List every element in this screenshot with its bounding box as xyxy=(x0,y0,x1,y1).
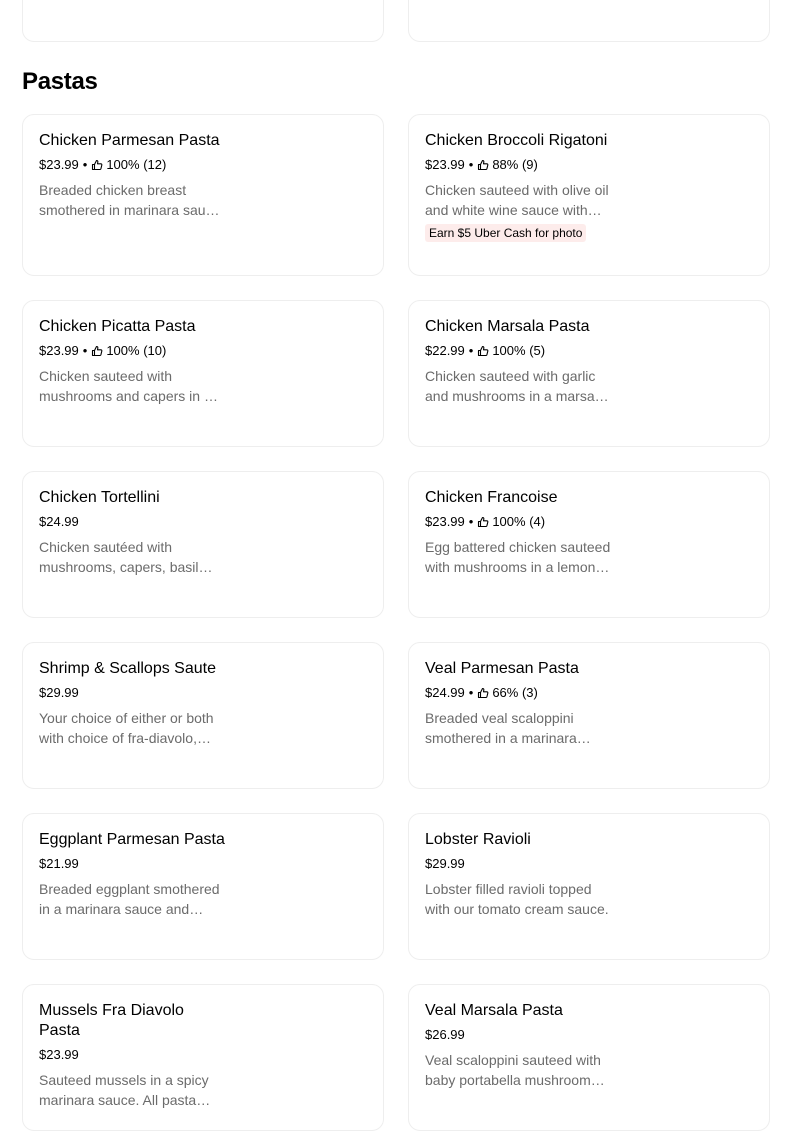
separator-dot: • xyxy=(468,685,474,700)
menu-item-info xyxy=(425,1001,615,1090)
menu-item-card[interactable] xyxy=(22,813,384,960)
item-description: Egg battered chicken sauteed with mushrooms in a lemon xyxy=(425,539,611,575)
item-meta xyxy=(425,1026,615,1044)
previous-item-card-left[interactable] xyxy=(22,0,384,42)
menu-item-info xyxy=(425,488,615,577)
item-name: Shrimp & Scallops Saute xyxy=(39,660,216,677)
thumbs-up-icon xyxy=(477,687,489,699)
item-rating: 100% (12) xyxy=(106,157,167,172)
thumbs-up-icon xyxy=(91,345,103,357)
item-price: $26.99 xyxy=(425,1027,465,1042)
item-description: Chicken sautéed with mushrooms, capers, basil xyxy=(39,539,199,575)
menu-item-info xyxy=(425,317,615,406)
item-price: $21.99 xyxy=(39,856,79,871)
item-description: Your choice of either or both with choice of fra-diavolo, xyxy=(39,710,214,746)
menu-item-card[interactable] xyxy=(22,471,384,618)
item-price: $22.99 xyxy=(425,343,465,358)
item-price: $23.99 xyxy=(39,1047,79,1062)
item-price: $29.99 xyxy=(425,856,465,871)
menu-item-card[interactable] xyxy=(408,300,770,447)
item-name: Chicken Parmesan Pasta xyxy=(39,132,220,149)
item-price: $23.99 xyxy=(39,343,79,358)
item-meta xyxy=(425,684,615,702)
thumbs-up-icon xyxy=(477,516,489,528)
menu-item-card[interactable] xyxy=(22,114,384,276)
previous-item-card-right[interactable] xyxy=(408,0,770,42)
menu-item-card[interactable] xyxy=(408,984,770,1131)
item-description: Chicken sauteed with garlic and mushrooms in a marsala xyxy=(425,368,606,404)
item-description: Breaded eggplant smothered in a marinara sauce and xyxy=(39,881,220,917)
item-rating: 100% (10) xyxy=(106,343,167,358)
menu-item-info xyxy=(39,488,229,577)
menu-item-info xyxy=(39,131,229,220)
item-price: $23.99 xyxy=(425,157,465,172)
section-title: Pastas xyxy=(22,68,98,95)
item-name: Eggplant Parmesan Pasta xyxy=(39,831,225,848)
item-price: $24.99 xyxy=(39,514,79,529)
menu-item-card[interactable] xyxy=(22,300,384,447)
menu-item-card[interactable] xyxy=(22,642,384,789)
menu-item-info xyxy=(425,131,615,242)
item-description: Breaded veal scaloppini smothered in a marinara xyxy=(425,710,577,746)
menu-item-card[interactable] xyxy=(408,642,770,789)
item-meta xyxy=(39,855,229,873)
separator-dot: • xyxy=(468,343,474,358)
item-meta xyxy=(425,342,615,360)
item-name: Chicken Francoise xyxy=(425,489,558,506)
item-description: Chicken sauteed with mushrooms and capers in a xyxy=(39,368,212,404)
menu-item-card[interactable] xyxy=(408,471,770,618)
separator-dot: • xyxy=(82,343,88,358)
menu-item-info xyxy=(39,317,229,406)
item-name: Chicken Marsala Pasta xyxy=(425,318,590,335)
item-rating: 66% (3) xyxy=(492,685,538,700)
menu-item-info xyxy=(39,830,229,919)
item-meta xyxy=(39,342,229,360)
item-meta xyxy=(425,855,615,873)
item-description: Veal scaloppini sauteed with baby portabella mushrooms xyxy=(425,1052,601,1088)
thumbs-up-icon xyxy=(477,159,489,171)
menu-item-info xyxy=(39,1001,229,1110)
menu-item-card[interactable] xyxy=(408,813,770,960)
thumbs-up-icon xyxy=(91,159,103,171)
promo-badge: Earn $5 Uber Cash for photo xyxy=(425,224,586,242)
item-name: Veal Marsala Pasta xyxy=(425,1002,563,1019)
item-description: Lobster filled ravioli topped with our tomato cream sauce. xyxy=(425,881,609,917)
menu-item-card[interactable] xyxy=(408,114,770,276)
thumbs-up-icon xyxy=(477,345,489,357)
item-price: $29.99 xyxy=(39,685,79,700)
item-price: $23.99 xyxy=(425,514,465,529)
item-name: Chicken Broccoli Rigatoni xyxy=(425,132,608,149)
item-description: Chicken sauteed with olive oil and white wine sauce with xyxy=(425,182,609,218)
item-meta xyxy=(39,513,229,531)
item-meta xyxy=(425,513,615,531)
item-name: Chicken Picatta Pasta xyxy=(39,318,196,335)
item-name: Veal Parmesan Pasta xyxy=(425,660,579,677)
menu-item-info xyxy=(425,659,615,748)
item-meta xyxy=(39,684,229,702)
item-description: Breaded chicken breast smothered in marinara sauce xyxy=(39,182,221,218)
item-price: $23.99 xyxy=(39,157,79,172)
separator-dot: • xyxy=(468,514,474,529)
separator-dot: • xyxy=(82,157,88,172)
item-rating: 100% (4) xyxy=(492,514,546,529)
item-price: $24.99 xyxy=(425,685,465,700)
item-meta xyxy=(425,156,615,174)
menu-item-info xyxy=(39,659,229,748)
item-name: Mussels Fra Diavolo Pasta xyxy=(39,1002,184,1039)
item-rating: 100% (5) xyxy=(492,343,546,358)
menu-item-card[interactable] xyxy=(22,984,384,1131)
item-description: Sauteed mussels in a spicy marinara sauce. All pasta xyxy=(39,1072,209,1108)
item-meta xyxy=(39,156,229,174)
item-rating: 88% (9) xyxy=(492,157,538,172)
separator-dot: • xyxy=(468,157,474,172)
menu-item-info xyxy=(425,830,615,919)
item-name: Chicken Tortellini xyxy=(39,489,160,506)
item-name: Lobster Ravioli xyxy=(425,831,531,848)
item-meta xyxy=(39,1046,229,1064)
